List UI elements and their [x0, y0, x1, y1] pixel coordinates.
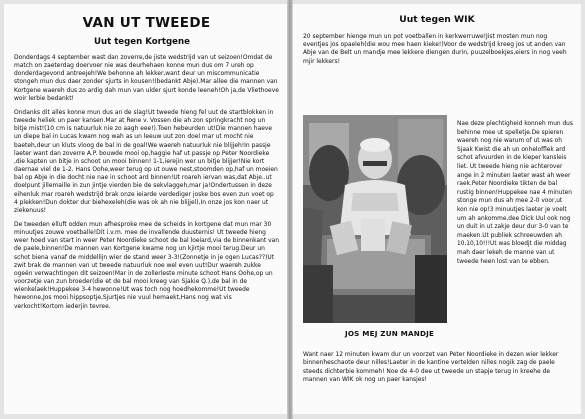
left-page — [4, 4, 288, 414]
paragraph-wik-match: Nae deze plechtigheid konneh mun dus behinne mee ut spelletje.De spieren waereh nog nie warum of ut was oh Sjaak Kwist die ah un onhelofflek ard schot afvuurden in de kieper kansleis liet. Ut tweede hieng nie achterover ange in 2 minuten laeter wast ah weer raek.Peter Noordieke tikten de bal rustig binnen!Huppekee nae 4 minuten stonge mun dus ah mee 2-0 voor,ut kon nie op!3 minuutjes laeter je voelt um ah ankomme,dee Dick Uul ook nog un duit in ut zakje deur dur 3-0 van te maeken.Ut publiek schreeuwden ah 10,10,10!!!Ut was bloedjt die middag mah daer lekeh de manne van ut tweede heen lost van te ebben. — [457, 121, 573, 265]
right-page — [292, 4, 581, 414]
paragraph-first-half: Ondanks dit alles konne mun dus an de slag!Ut tweede hieng fel uut de startblokken in tweede heliek un paer kansen.Mar at Rene v. Vossen die ah zon springkracht nog un bitje mist!(10 cm is natuurluk nie zo aagh eee!).Toen hebeurden ut!Die mannen haeve un diepe bal in Lucas kwam nog wah as un leeuw uut zon doel mar ut mocht nie baeteh,deur un kluts vloog de bal in de goal!We waereh natuurluk nie blijjeh!In passje laeter want dan zoverre A.P. bouwde mooi op,haggie haf ut passje op Peter Noordieke ,die kapten un bitje in schoot un mooi binnen! 1-1,ierejin wer un bitje blijjer!Nie kort daernae viel de 1-2. Hans Oohe,weer terug op ut ouwe nest,stoomden op,haf un moeien bal op Abje in die docht nie nae in schoot ard binnen!Ut roareh iervan was,dat Abje..ut doelpunt jillemaille in zun jintje vierden bie de sekvlaggeh,mar ja!Ondertussen in deze eihenluk mar roareh wedstrijd brak onze ieiarde verdediger joske bos even zun voet op 4 plekken!Dun dokter dur biehexeleh(die was ok ah nie blijjel),In onze jos kon naer ut ziekenuus! — [14, 108, 278, 214]
team-photo — [303, 115, 447, 323]
paragraph-wik-end: Want naer 12 minuten kwam dur un voorzet van Peter Noordieke in dezen wier lekker binnenheschaote deur nilles!Laeter in de kantine vertelden nilles nogik zag de paele steeds dichterbie kommeh! Noe de 4-0 dee ut tweede un stapje terug in kreehe de mannen van WIK ok nog un paer kansjes! — [303, 351, 559, 383]
section-heading-wik: Uut tegen WIK — [399, 14, 475, 25]
photo-caption: JOS MEJ ZUN MANDJE — [345, 329, 435, 338]
photo-illustration — [303, 115, 447, 323]
paragraph-wik-intro: 20 september hienge mun un pot voetballen in kerkwerruwe!Jist mosten mun nog eventjes jos opaeleh(die wou mee haen kieke!)Voor de wedstrijd kreeg jos ut anden van Abje van de Belt un mandje mee lekkere diengen durin, puuzelboekjes,eiers in nog veeh mjir lekkers! — [303, 33, 567, 65]
page-title: VAN UT TWEEDE — [82, 15, 211, 31]
paragraph-intro: Donderdags 4 september wast dan zoverre,de jiste wedstrijd van ut seizoen!Omdat de match on zaeterdag doervoer nie was deurhehaen konne mun dus om 7 ureh op donderdagevond antreejeh!We behonne ah lekker,want deur un miscommunicatie stongeh mun dus daer zonder sjurts in kousen!(bedankt Abje).Mar allee die mannen van Kortgene waereh dus zo ardig dah mun van ulder sjurt konde leeneh!Oh ja,de Vliethoeve woir lerbie bedankt! — [14, 54, 279, 102]
paragraph-second-half: De tweeden elluft odden mun afhesproke mee de scheids in kortgene dat mun mar 30 minuutjes zouwe voetballe!Dit i.v.m. mee de invallende duusternis! Ut tweede hieng weer hoed van start in weer Peter Noordieke schoot de bal loeiard,via de binnenkant van de paele,binnen!De mannen van Kortgene kwame nog un kjirtje mooi terug.Deur un schot biena vanaf de middellijn wier de stand weer 3-3!(Zonnetje in je ogen Lucas??)Ut zwit brak de mannen van ut tweede natuurluk noe wel even uut!Dur waereh zukke ogeën verwachtingen dit seizoen!Mar in de zollerleste minute schoot Hans Oohe,op un voorzetje van zun broeder(die et de bal mooi kreeg van Sjakie Q.),de bal in de wienkelaek!Huppekee 3-4 hewonne!Ut was toch nog hoedhekomme!Ut tweede hewonne,Jos mooi hippsoptje,Sjurtjes nie vuul hemaekt,Hans nog wat vis verkocht!Kortom iederjin tevree. — [14, 220, 280, 310]
section-heading-kortgene: Uut tegen Kortgene — [94, 37, 190, 47]
